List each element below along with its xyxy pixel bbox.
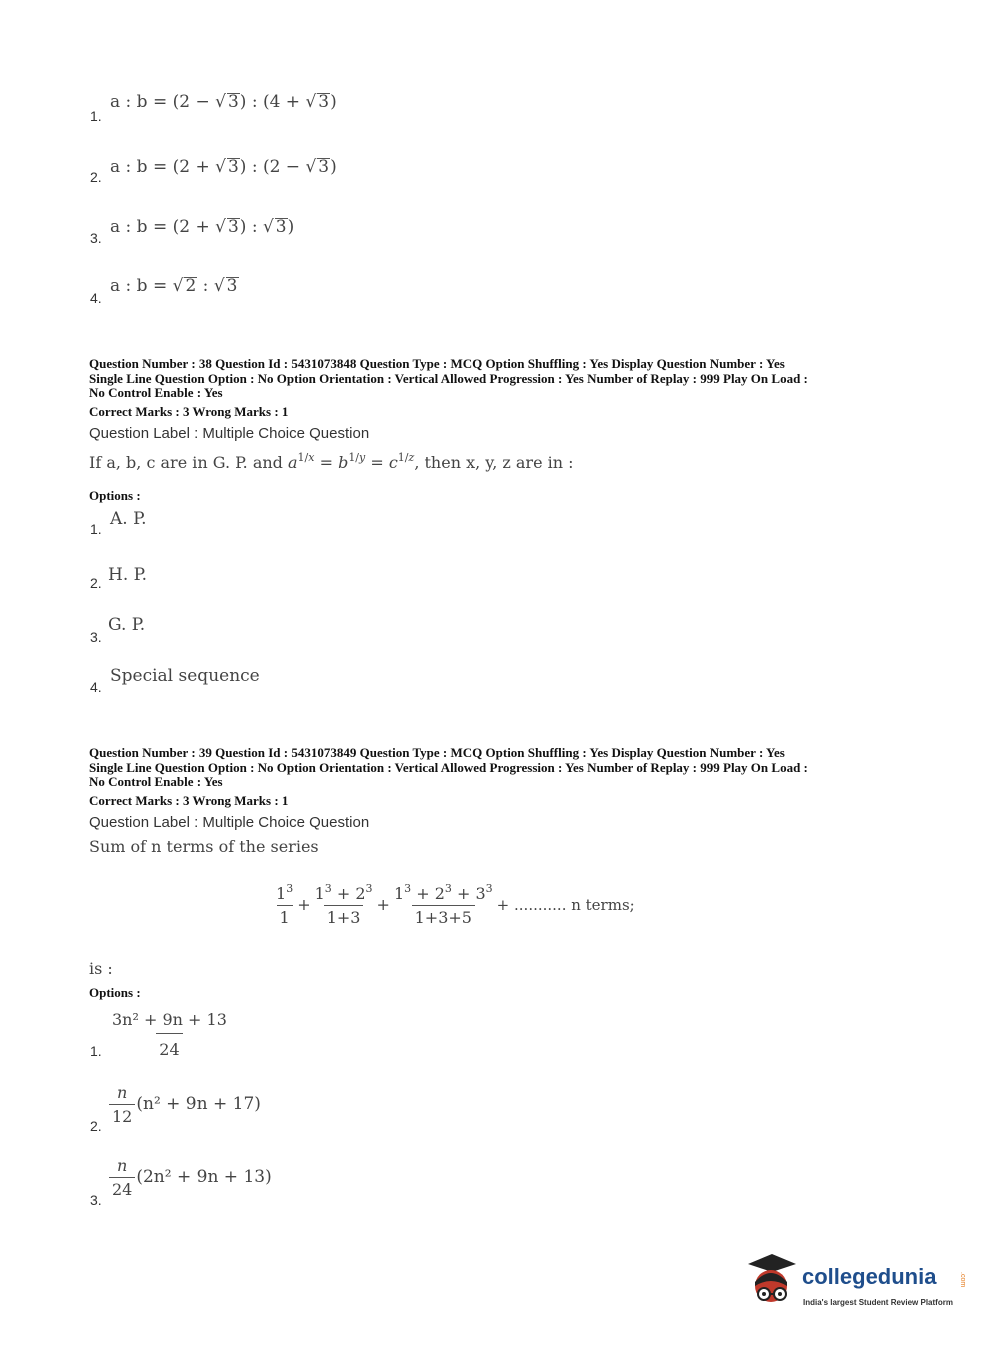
q39-options-label: Options : <box>89 985 141 1000</box>
option-number: 4. <box>90 679 102 695</box>
option-number: 1. <box>90 1043 102 1059</box>
mascot-icon <box>742 1250 800 1312</box>
option-number: 4. <box>90 290 102 306</box>
series-tail: + ........... n terms; <box>496 896 635 914</box>
option-number: 3. <box>90 629 102 645</box>
option-number: 3. <box>90 230 102 246</box>
option-math: a : b = (2 + √ 3) : (2 − √ 3) <box>110 157 337 177</box>
q39-label: Question Label : Multiple Choice Question <box>89 814 370 831</box>
logo-name: collegedunia <box>802 1264 937 1289</box>
option-number: 2. <box>90 575 102 591</box>
q39-meta: Question Number : 39 Question Id : 5431073849 Question Type : MCQ Option Shuffling : Yes Display Question Number : Yes Single Line Question Option : No Option Orientation : Vertical Allowed Progression : Yes Number of Replay : 999 Play On Load : No Control Enable : Yes <box>89 745 808 789</box>
option-text: H. P. <box>108 565 148 585</box>
q39-marks: Correct Marks : 3 Wrong Marks : 1 <box>89 793 289 808</box>
option-math: $\frac{n}{12}$ (n² + 9n + 17) <box>108 1083 261 1126</box>
q39-is: is : <box>89 959 113 978</box>
q38-label: Question Label : Multiple Choice Question <box>89 425 370 442</box>
logo-com: .com <box>959 1272 966 1288</box>
option-number: 3. <box>90 1192 102 1208</box>
option-text: G. P. <box>108 615 146 635</box>
collegedunia-logo <box>742 1250 972 1320</box>
logo-tagline: India's largest Student Review Platform <box>803 1298 953 1307</box>
q39-series: $\frac{1^3}{1}$ + $\frac{1^3 + 2^3}{1+3}$ + $\frac{1^3 + 2^3 + 3^3}{1+3+5}$ + ........... n terms; <box>276 882 635 927</box>
option-math: $\frac{n}{24}$ (2n² + 9n + 13) <box>108 1156 272 1199</box>
option-text: A. P. <box>110 509 147 529</box>
option-number: 1. <box>90 521 102 537</box>
q38-meta: Question Number : 38 Question Id : 5431073848 Question Type : MCQ Option Shuffling : Yes Display Question Number : Yes Single Line Question Option : No Option Orientation : Vertical Allowed Progression : Yes Number of Replay : 999 Play On Load : No Control Enable : Yes <box>89 356 808 400</box>
option-text: Special sequence <box>110 666 260 686</box>
option-math: a : b = √ 2 : √ 3 <box>110 276 238 296</box>
q39-text: Sum of n terms of the series <box>89 837 319 856</box>
option-number: 2. <box>90 1118 102 1134</box>
q38-text: If a, b, c are in G. P. and $a^{1/x} = b^{1/y} = c^{1/z}$, then x, y, z are in : <box>89 451 574 472</box>
q38-marks: Correct Marks : 3 Wrong Marks : 1 <box>89 404 289 419</box>
option-math: a : b = (2 + √ 3) : √ 3) <box>110 217 295 237</box>
q38-options-label: Options : <box>89 488 141 503</box>
option-number: 2. <box>90 169 102 185</box>
option-math: a : b = (2 − √ 3) : (4 + √ 3) <box>110 92 337 112</box>
option-math: $\frac{\text{3n² + 9n + 13}}{24}$ <box>112 1010 227 1059</box>
option-number: 1. <box>90 108 102 124</box>
